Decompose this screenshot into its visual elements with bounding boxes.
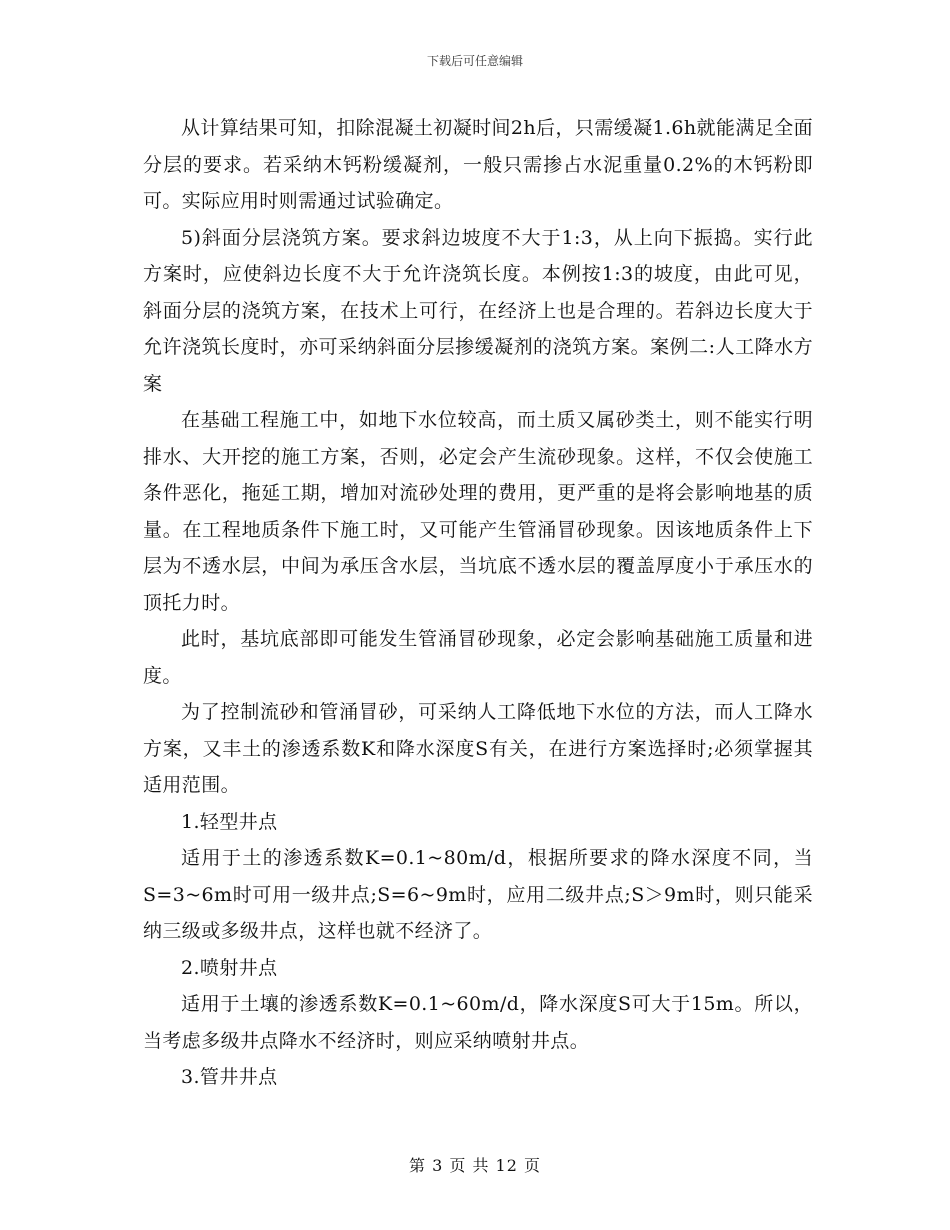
- paragraph: 为了控制流砂和管涌冒砂，可采纳人工降低地下水位的方法，而人工降水方案，又丰土的渗透系数K和降水深度S有关，在进行方案选择时;必须掌握其适用范围。: [143, 701, 813, 796]
- paragraph: 适用于土的渗透系数K=0.1~80m/d，根据所要求的降水深度不同，当S=3~6m时可用一级井点;S=6~9m时，应用二级井点;S＞9m时，则只能采纳三级或多级井点，这样也就不经济了。: [143, 847, 813, 942]
- section-heading: 3.管井井点: [181, 1066, 278, 1088]
- document-body: [143, 110, 813, 1096]
- section-heading: 2.喷射井点: [181, 956, 278, 979]
- paragraph: 此时，基坑底部即可能发生管涌冒砂现象，必定会影响基础施工质量和进度。: [143, 628, 813, 687]
- section-heading: 1.轻型井点: [181, 810, 278, 833]
- paragraph: 适用于土壤的渗透系数K=0.1~60m/d，降水深度S可大于15m。所以，当考虑多级井点降水不经济时，则应采纳喷射井点。: [143, 993, 813, 1052]
- page-header: 下载后可任意编辑: [426, 54, 523, 68]
- paragraph: 5)斜面分层浇筑方案。要求斜边坡度不大于1:3，从上向下振捣。实行此方案时，应使斜边长度不大于允许浇筑长度。本例按1:3的坡度，由此可见，斜面分层的浇筑方案，在技术上可行，在经济上也是合理的。若斜边长度大于允许浇筑长度时，亦可采纳斜面分层掺缓凝剂的浇筑方案。案例二:人工降水方案: [143, 226, 813, 395]
- paragraph: 从计算结果可知，扣除混凝土初凝时间2h后，只需缓凝1.6h就能满足全面分层的要求。若采纳木钙粉缓凝剂，一般只需掺占水泥重量0.2%的木钙粉即可。实际应用时则需通过试验确定。: [143, 117, 813, 212]
- paragraph: 在基础工程施工中，如地下水位较高，而土质又属砂类土，则不能实行明排水、大开挖的施工方案，否则，必定会产生流砂现象。这样，不仅会使施工条件恶化，拖延工期，增加对流砂处理的费用，更严重的是将会影响地基的质量。在工程地质条件下施工时，又可能产生管涌冒砂现象。因该地质条件上下层为不透水层，中间为承压含水层，当坑底不透水层的覆盖厚度小于承压水的顶托力时。: [143, 409, 813, 614]
- page-number: 第 3 页 共 12 页: [409, 1156, 541, 1175]
